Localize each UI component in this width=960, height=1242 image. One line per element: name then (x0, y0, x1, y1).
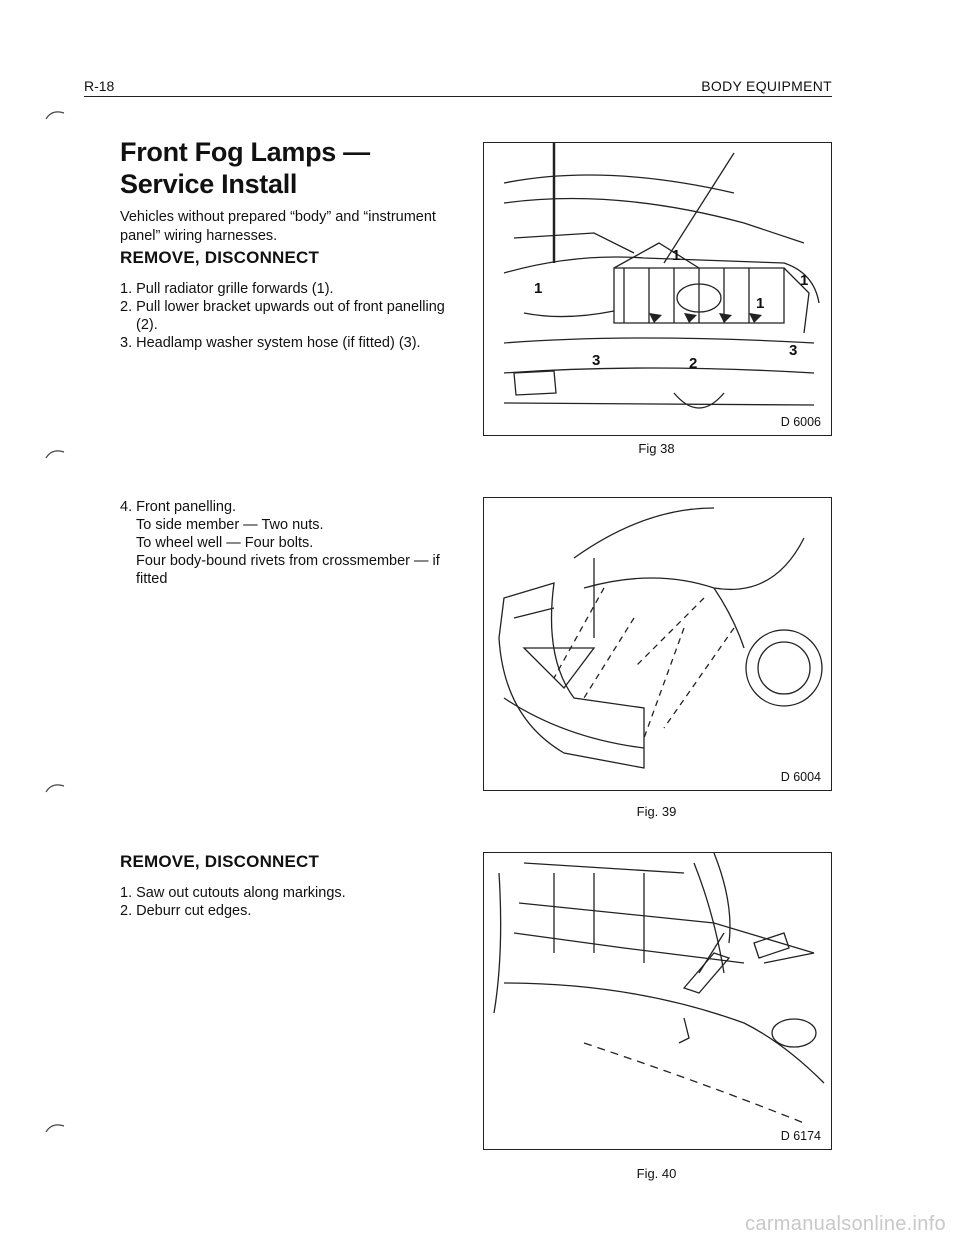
figure-caption: Fig. 39 (636, 804, 677, 819)
callout-label: 3 (789, 342, 798, 359)
cutout-sawing-illustration (484, 853, 831, 1149)
section-heading: REMOVE, DISCONNECT (120, 852, 320, 871)
list-item: 1. Pull radiator grille forwards (1). (120, 281, 334, 297)
margin-mark-icon (44, 1120, 66, 1134)
step-detail: To wheel well — Four bolts. (136, 535, 314, 551)
front-panelling-illustration (484, 498, 831, 790)
list-item: 1. Saw out cutouts along markings. (120, 885, 346, 901)
step-list (120, 280, 450, 352)
step-text: 4. Front panelling. (120, 499, 237, 515)
callout-label: 1 (534, 280, 543, 297)
callout-label: 3 (592, 352, 601, 369)
list-item: 2. Pull lower bracket upwards out of front panelling (2). (120, 299, 445, 333)
callout-label: 1 (756, 295, 765, 312)
figure-code: D 6006 (780, 415, 821, 429)
figure-code: D 6004 (780, 770, 821, 784)
margin-mark-icon (44, 780, 66, 794)
figure-38 (483, 142, 832, 436)
margin-mark-icon (44, 107, 66, 121)
title-line: Service Install (120, 169, 298, 199)
callout-label: 1 (800, 272, 809, 289)
section-heading: REMOVE, DISCONNECT (120, 248, 320, 267)
figure-caption: Fig. 40 (636, 1166, 677, 1181)
margin-mark-icon (44, 446, 66, 460)
intro-text: Vehicles without prepared “body” and “instrument panel” wiring harnesses. (120, 209, 436, 244)
figure-39 (483, 497, 832, 791)
title-line: Front Fog Lamps — (120, 137, 370, 167)
list-item: 3. Headlamp washer system hose (if fitted) (3). (120, 335, 421, 351)
callout-label: 2 (689, 355, 698, 372)
callout-label: 1 (672, 247, 681, 264)
watermark: carmanualsonline.info (745, 1213, 946, 1235)
step-block (120, 498, 450, 588)
figure-code: D 6174 (780, 1129, 821, 1143)
step-detail: To side member — Two nuts. (136, 517, 324, 533)
list-item: 2. Deburr cut edges. (120, 903, 252, 919)
section-title: BODY EQUIPMENT (701, 78, 832, 94)
grille-removal-illustration (484, 143, 831, 435)
figure-40 (483, 852, 832, 1150)
page-title (120, 136, 450, 200)
step-list (120, 884, 450, 920)
section-code: R-18 (84, 78, 115, 94)
step-detail: Four body-bound rivets from crossmember — if fitted (136, 553, 440, 587)
page-header (84, 78, 832, 97)
figure-caption: Fig 38 (638, 441, 675, 456)
